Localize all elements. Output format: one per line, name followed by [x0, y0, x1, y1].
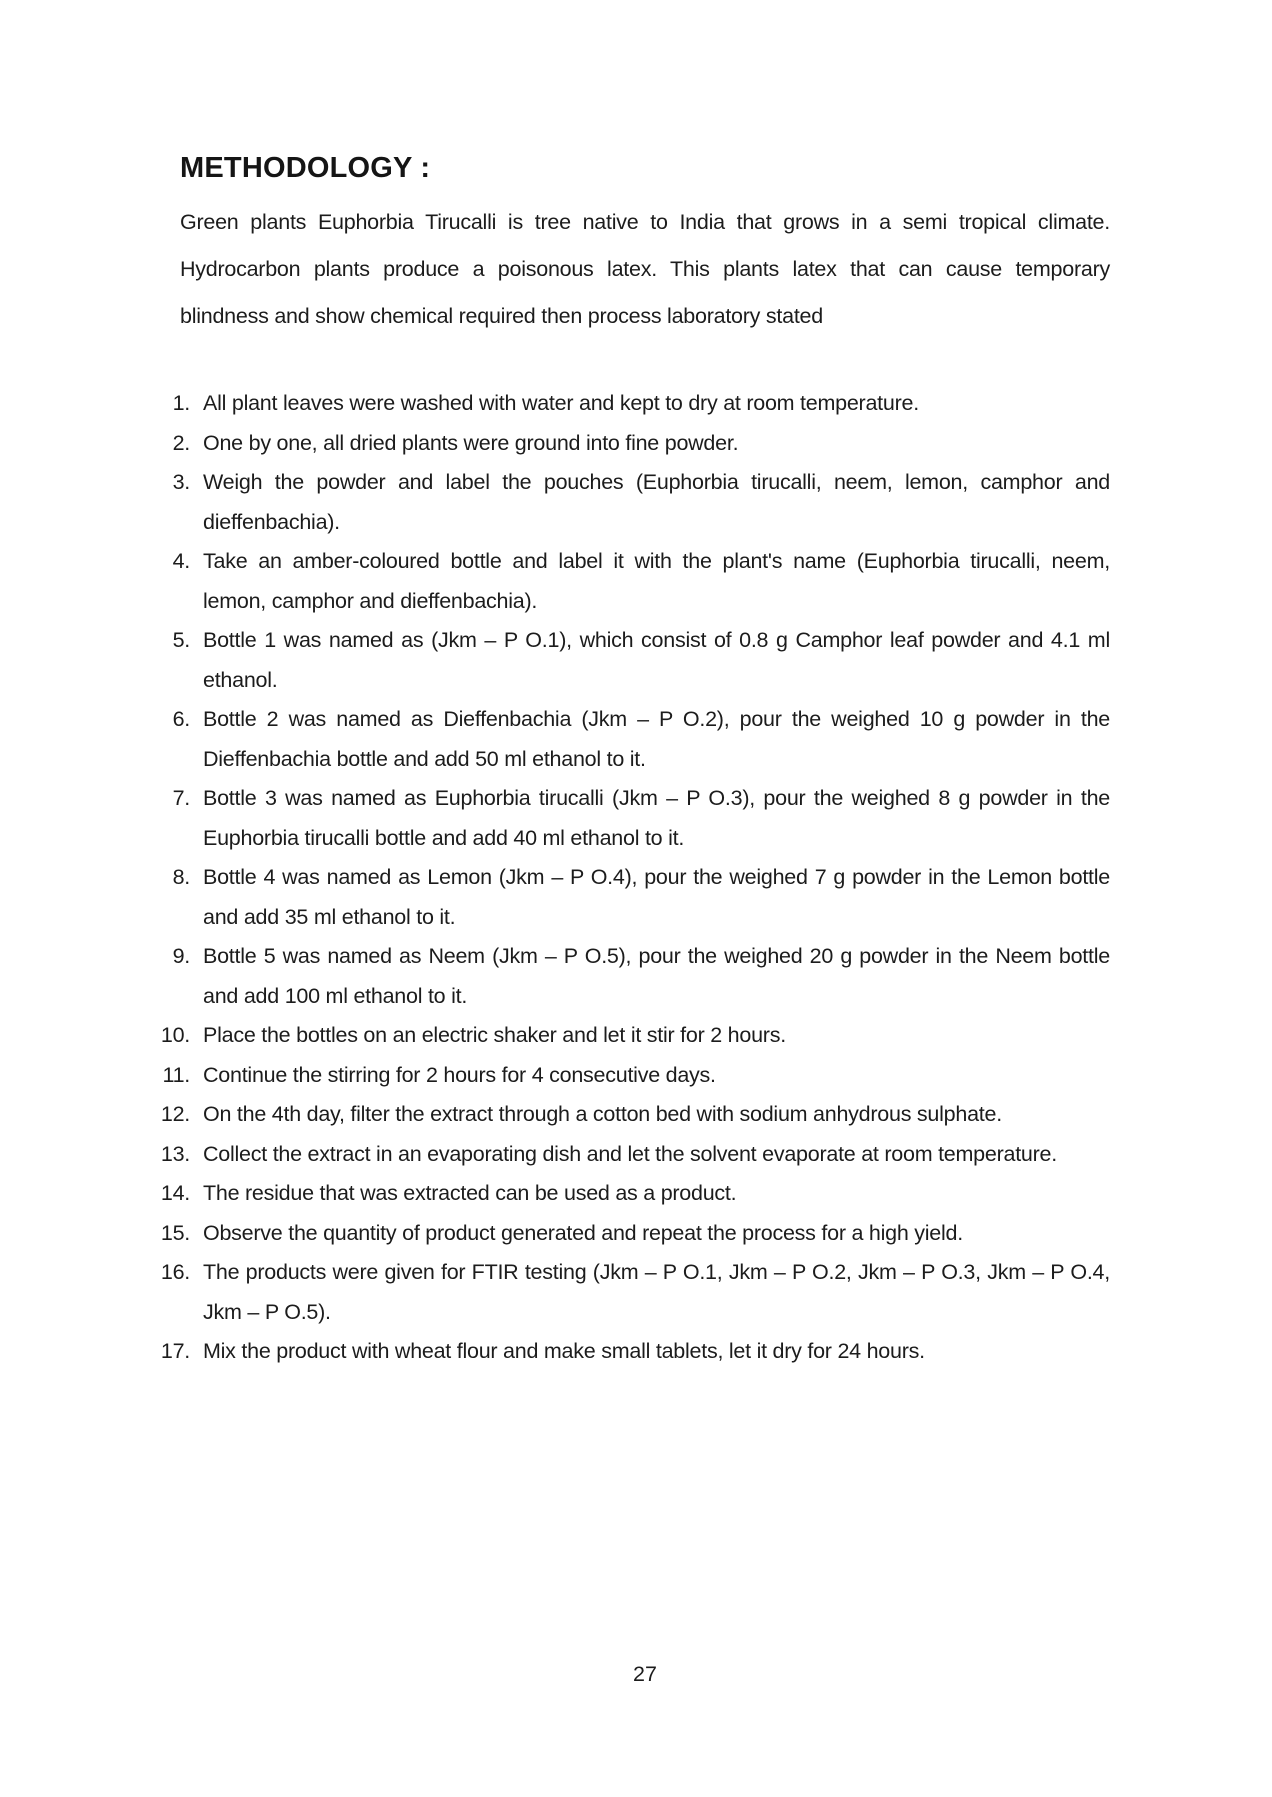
list-item-text: One by one, all dried plants were ground into fine powder.	[203, 430, 739, 455]
section-heading: METHODOLOGY :	[180, 152, 431, 184]
list-item	[130, 1016, 1110, 1056]
list-item-text: The products were given for FTIR testing (Jkm – P O.1, Jkm – P O.2, Jkm – P O.3, Jkm – P O.4, Jkm – P O.5).	[203, 1260, 1110, 1324]
list-item-number: 6.	[172, 707, 190, 731]
list-item-text: Place the bottles on an electric shaker and let it stir for 2 hours.	[203, 1023, 786, 1047]
list-item-number: 13.	[160, 1141, 190, 1166]
list-item-number: 15.	[160, 1220, 190, 1245]
list-item-number: 2.	[172, 430, 190, 455]
list-item	[130, 384, 1110, 424]
list-item	[130, 1135, 1110, 1175]
list-item-number: 12.	[160, 1102, 190, 1126]
list-item-text: Bottle 1 was named as (Jkm – P O.1), which consist of 0.8 g Camphor leaf powder and 4.1 ml ethanol.	[203, 628, 1110, 692]
page-number: 27	[633, 1662, 657, 1686]
list-item-text: Weigh the powder and label the pouches (Euphorbia tirucalli, neem, lemon, camphor and dieffenbachia).	[203, 470, 1110, 534]
list-item	[130, 700, 1110, 779]
list-item-text: Mix the product with wheat flour and make small tablets, let it dry for 24 hours.	[203, 1339, 925, 1363]
list-item	[130, 1253, 1110, 1332]
list-item	[130, 1332, 1110, 1372]
list-item-number: 3.	[172, 470, 190, 494]
list-item-number: 17.	[160, 1339, 190, 1363]
list-item-number: 14.	[160, 1181, 190, 1205]
list-item-text: Observe the quantity of product generated and repeat the process for a high yield.	[203, 1220, 963, 1245]
list-item-text: Bottle 3 was named as Euphorbia tirucalli (Jkm – P O.3), pour the weighed 8 g powder in the Euphorbia tirucalli bottle and add 40 ml ethanol to it.	[203, 786, 1110, 850]
list-item-text: On the 4th day, filter the extract through a cotton bed with sodium anhydrous sulphate.	[203, 1102, 1002, 1126]
list-item-text: Continue the stirring for 2 hours for 4 consecutive days.	[203, 1062, 716, 1087]
list-item-number: 11.	[162, 1062, 190, 1087]
list-item-text: Take an amber-coloured bottle and label it with the plant's name (Euphorbia tirucalli, neem, lemon, camphor and dieffenbachia).	[203, 549, 1110, 613]
list-item-number: 5.	[172, 628, 190, 652]
list-item	[130, 1095, 1110, 1135]
list-item-text: Bottle 5 was named as Neem (Jkm – P O.5), pour the weighed 20 g powder in the Neem bottle and add 100 ml ethanol to it.	[203, 944, 1110, 1008]
list-item-text: Bottle 2 was named as Dieffenbachia (Jkm – P O.2), pour the weighed 10 g powder in the Dieffenbachia bottle and add 50 ml ethanol to it.	[203, 707, 1110, 771]
methodology-steps-list	[130, 384, 1110, 1372]
list-item-number: 8.	[172, 865, 190, 889]
list-item	[130, 1174, 1110, 1214]
list-item-text: All plant leaves were washed with water and kept to dry at room temperature.	[203, 391, 919, 415]
list-item-text: Collect the extract in an evaporating dish and let the solvent evaporate at room temperature.	[203, 1141, 1057, 1166]
list-item	[130, 1214, 1110, 1254]
list-item	[130, 621, 1110, 700]
intro-paragraph: Green plants Euphorbia Tirucalli is tree native to India that grows in a semi tropical climate. Hydrocarbon plants produce a poisonous latex. This plants latex that can cause temporary blindness and show chemical required then process laboratory stated	[180, 210, 1110, 328]
list-item	[130, 779, 1110, 858]
list-item	[130, 542, 1110, 621]
list-item-number: 1.	[172, 391, 190, 415]
list-item	[130, 463, 1110, 542]
list-item-number: 4.	[172, 549, 190, 573]
list-item-number: 16.	[160, 1260, 190, 1284]
list-item	[130, 858, 1110, 937]
list-item-text: The residue that was extracted can be used as a product.	[203, 1181, 737, 1205]
list-item-number: 9.	[172, 944, 190, 968]
list-item	[130, 1056, 1110, 1096]
list-item	[130, 424, 1110, 464]
list-item-number: 7.	[172, 786, 190, 810]
list-item	[130, 937, 1110, 1016]
list-item-number: 10.	[160, 1023, 190, 1047]
list-item-text: Bottle 4 was named as Lemon (Jkm – P O.4), pour the weighed 7 g powder in the Lemon bottle and add 35 ml ethanol to it.	[203, 865, 1110, 929]
